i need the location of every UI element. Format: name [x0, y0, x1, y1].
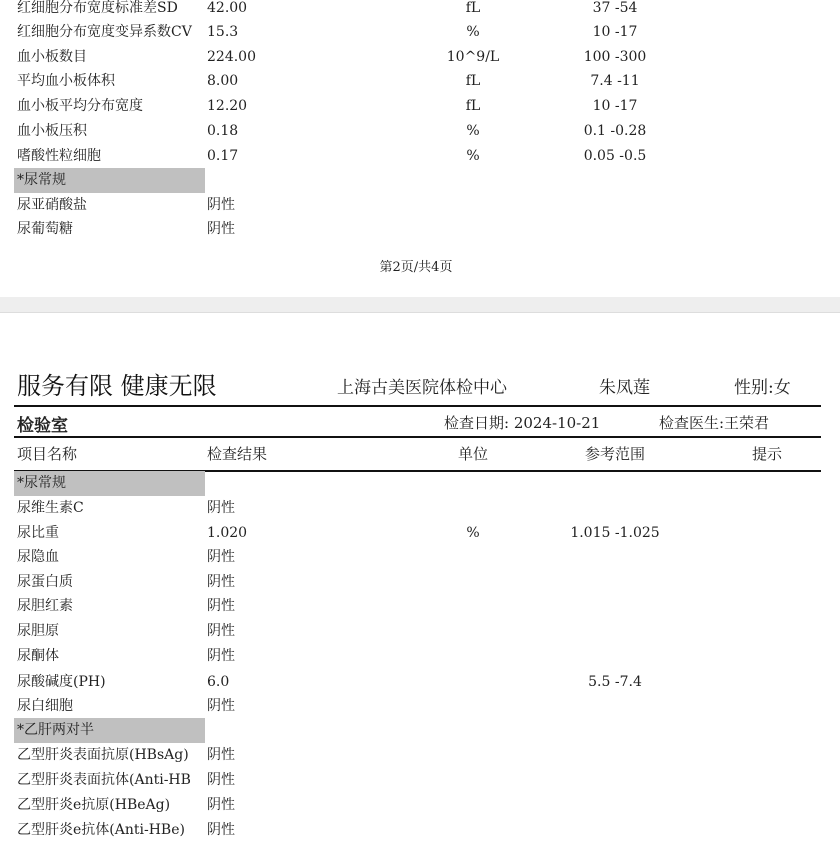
section-header [14, 471, 205, 496]
item-value: 阴性 [207, 747, 235, 763]
item-value: 1.020 [207, 525, 248, 541]
page-separator [0, 297, 840, 312]
item-ref: 10 -17 [592, 98, 638, 114]
table-row [0, 94, 840, 118]
report-slogan: 服务有限 健康无限 [17, 372, 217, 400]
table-row [0, 545, 840, 569]
table-row [0, 768, 840, 792]
col-header-result: 检查结果 [207, 445, 268, 463]
item-value: 0.17 [207, 148, 239, 164]
table-row [0, 193, 840, 217]
section-header [14, 718, 205, 743]
item-value: 6.0 [207, 674, 230, 690]
table-row [0, 743, 840, 767]
exam-doctor: 检查医生:王荣君 [659, 414, 770, 432]
divider [14, 405, 821, 407]
table-row [0, 119, 840, 143]
table-row [0, 570, 840, 594]
table-row [0, 670, 840, 694]
item-value: 15.3 [207, 24, 239, 40]
table-row [0, 793, 840, 817]
table-row [0, 69, 840, 93]
item-name: 嗜酸性粒细胞 [17, 148, 101, 164]
item-name: 尿酮体 [17, 648, 59, 664]
item-value: 224.00 [207, 49, 256, 65]
col-header-unit: 单位 [457, 445, 488, 463]
item-value: 0.18 [207, 123, 239, 139]
item-value: 阴性 [207, 574, 235, 590]
item-name: 尿亚硝酸盐 [17, 197, 87, 213]
item-unit: fL [465, 0, 481, 16]
item-name: 乙型肝炎表面抗原(HBsAg) [17, 747, 189, 763]
patient-gender: 性别:女 [734, 378, 791, 398]
department-title: 检验室 [17, 416, 68, 436]
item-value: 阴性 [207, 698, 235, 714]
item-value: 12.20 [207, 98, 248, 114]
col-header-name: 项目名称 [17, 445, 78, 463]
table-row [0, 217, 840, 241]
item-value: 8.00 [207, 73, 239, 89]
item-name: 尿酸碱度(PH) [17, 674, 106, 690]
item-ref: 5.5 -7.4 [588, 674, 642, 690]
section-header [14, 168, 205, 193]
hospital-name: 上海古美医院体检中心 [337, 378, 507, 398]
item-value: 阴性 [207, 549, 235, 565]
item-name: 尿白细胞 [17, 698, 73, 714]
item-unit: % [466, 123, 480, 139]
item-ref: 7.4 -11 [590, 73, 640, 89]
item-unit: fL [465, 73, 481, 89]
report-page-2 [0, 0, 840, 298]
divider [14, 436, 821, 438]
item-name: 乙型肝炎e抗原(HBeAg) [17, 797, 171, 813]
item-value: 阴性 [207, 197, 235, 213]
table-row [0, 20, 840, 44]
item-value: 阴性 [207, 772, 235, 788]
item-ref: 0.05 -0.5 [583, 148, 647, 164]
item-value: 阴性 [207, 648, 235, 664]
item-name: 红细胞分布宽度变异系数CV [17, 24, 192, 40]
item-value: 42.00 [207, 0, 248, 16]
item-name: 红细胞分布宽度标准差SD [17, 0, 178, 16]
item-value: 阴性 [207, 797, 235, 813]
item-ref: 37 -54 [592, 0, 638, 16]
table-row [0, 594, 840, 618]
item-unit: % [466, 24, 480, 40]
table-row [0, 0, 840, 20]
item-name: 平均血小板体积 [17, 73, 115, 89]
item-value: 阴性 [207, 623, 235, 639]
item-ref: 1.015 -1.025 [570, 525, 660, 541]
item-value: 阴性 [207, 598, 235, 614]
item-name: 血小板数目 [17, 49, 87, 65]
col-header-hint: 提示 [751, 445, 782, 463]
table-row [0, 45, 840, 69]
table-row [0, 521, 840, 545]
item-name: 尿维生素C [17, 500, 84, 516]
item-name: 尿胆红素 [17, 598, 73, 614]
item-ref: 100 -300 [583, 49, 647, 65]
item-name: 尿葡萄糖 [17, 221, 73, 237]
item-name: 乙型肝炎e抗体(Anti-HBe) [17, 822, 185, 838]
item-value: 阴性 [207, 822, 235, 838]
item-name: 血小板压积 [17, 123, 87, 139]
section-title: *尿常规 [17, 475, 66, 491]
item-name: 尿胆原 [17, 623, 59, 639]
patient-name: 朱凤莲 [599, 378, 650, 398]
section-title: *乙肝两对半 [17, 722, 94, 738]
exam-date: 检查日期: 2024-10-21 [444, 414, 601, 432]
section-title: *尿常规 [17, 172, 66, 188]
item-unit: 10^9/L [446, 49, 500, 65]
item-unit: fL [465, 98, 481, 114]
item-unit: % [466, 148, 480, 164]
item-name: 乙型肝炎表面抗体(Anti-HB [17, 772, 191, 788]
table-row [0, 496, 840, 520]
table-row [0, 818, 840, 842]
item-ref: 10 -17 [592, 24, 638, 40]
item-value: 阴性 [207, 221, 235, 237]
table-row [0, 694, 840, 718]
page-number: 第2页/共4页 [379, 260, 453, 275]
item-name: 尿比重 [17, 525, 59, 541]
item-name: 尿隐血 [17, 549, 59, 565]
table-row [0, 644, 840, 668]
item-name: 尿蛋白质 [17, 574, 73, 590]
table-row [0, 144, 840, 168]
item-ref: 0.1 -0.28 [583, 123, 647, 139]
item-name: 血小板平均分布宽度 [17, 98, 143, 114]
item-value: 阴性 [207, 500, 235, 516]
item-unit: % [466, 525, 480, 541]
table-row [0, 619, 840, 643]
col-header-ref: 参考范围 [584, 445, 645, 463]
